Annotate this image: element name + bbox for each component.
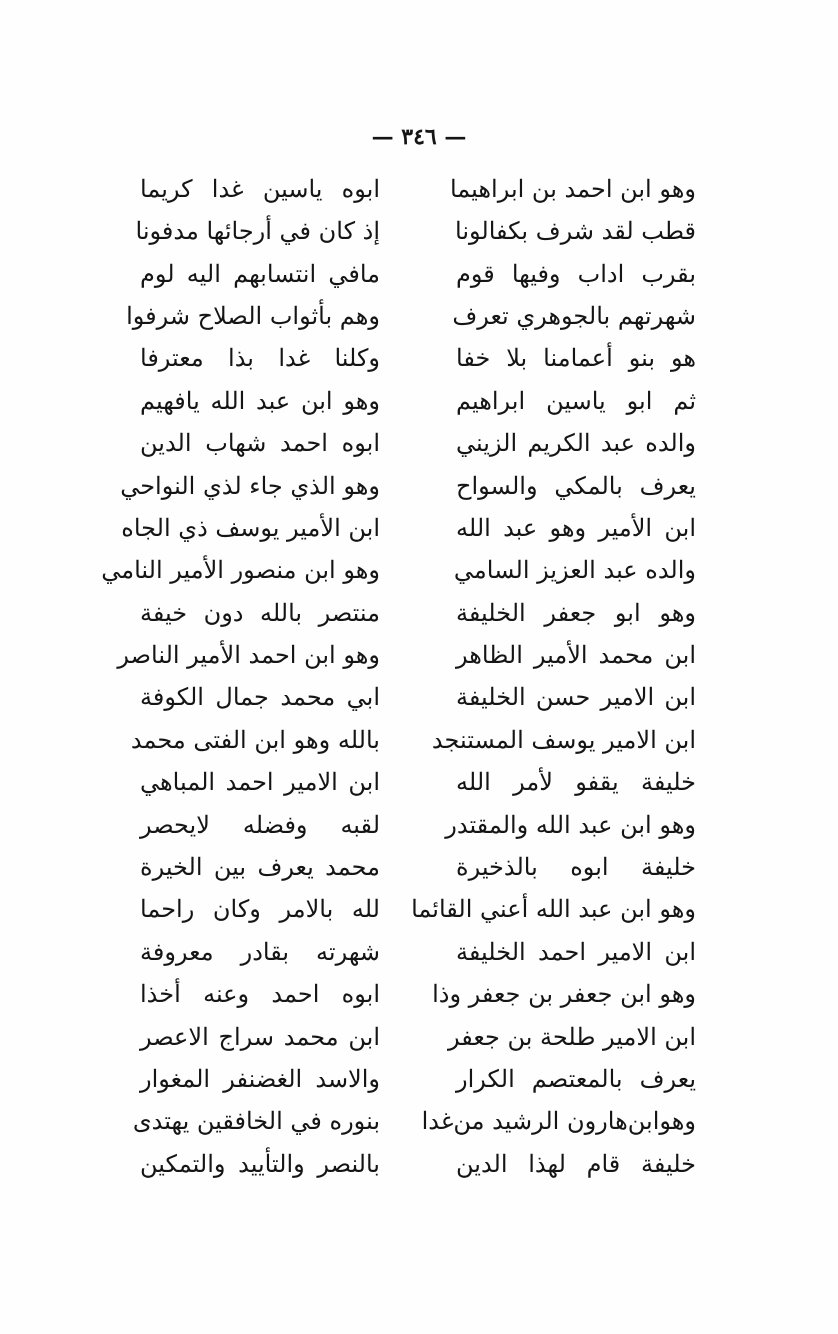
verse-first-hemistich: وهو ابن عبد الله أعني القائما — [411, 895, 696, 924]
verse-second-hemistich: ابن محمد سراج الاعصر — [140, 1022, 380, 1051]
verse-line — [140, 422, 696, 464]
verse-second-hemistich: ابن الامير احمد المباهي — [140, 768, 380, 797]
verse-first-hemistich: وهو ابن احمد بن ابراهيما — [449, 174, 696, 203]
verse-second-hemistich: وهو الذي جاء لذي النواحي — [120, 471, 380, 500]
verse-line — [140, 168, 696, 210]
verse-first-hemistich: خليفة يقفو لأمر الله — [456, 768, 696, 797]
verse-line — [140, 592, 696, 634]
verse-first-hemistich: ابن الامير حسن الخليفة — [456, 683, 696, 712]
verse-line — [130, 719, 696, 761]
verse-first-hemistich: والده عبد الكريم الزيني — [456, 429, 696, 458]
verse-first-hemistich: ابن الامير يوسف المستنجد — [431, 725, 696, 754]
verse-first-hemistich: ابن محمد الأمير الظاهر — [456, 641, 696, 670]
verse-second-hemistich: محمد يعرف بين الخيرة — [140, 853, 380, 882]
verse-line — [140, 804, 696, 846]
verse-line — [140, 253, 696, 295]
verse-line — [140, 1143, 696, 1185]
verse-line — [120, 465, 696, 507]
verse-second-hemistich: وهو ابن عبد الله يافهيم — [140, 386, 380, 415]
verse-line — [126, 295, 696, 337]
verse-first-hemistich: ابن الأمير وهو عبد الله — [456, 513, 696, 542]
verse-second-hemistich: بالنصر والتأييد والتمكين — [140, 1149, 380, 1178]
verse-first-hemistich: وهو ابن جعفر بن جعفر وذا — [432, 980, 696, 1009]
page-number: — ٣٤٦ — — [371, 124, 467, 150]
verse-line — [140, 931, 696, 973]
verse-second-hemistich: بالله وهو ابن الفتى محمد — [130, 725, 380, 754]
verse-first-hemistich: ابن الامير احمد الخليفة — [456, 937, 696, 966]
verse-first-hemistich: هو بنو أعمامنا بلا خفا — [456, 344, 696, 373]
verse-second-hemistich: شهرته بقادر معروفة — [140, 937, 380, 966]
verse-line — [140, 677, 696, 719]
verse-second-hemistich: ابن الأمير يوسف ذي الجاه — [121, 513, 380, 542]
verse-second-hemistich: ابوه ياسين غدا كريما — [140, 174, 380, 203]
verse-first-hemistich: شهرتهم بالجوهري تعرف — [452, 301, 696, 330]
verse-line — [101, 550, 696, 592]
verse-second-hemistich: وهم بأثواب الصلاح شرفوا — [126, 301, 380, 330]
verse-first-hemistich: يعرف بالمكي والسواح — [456, 471, 696, 500]
verse-line — [140, 1058, 696, 1100]
verse-first-hemistich: وهو ابو جعفر الخليفة — [456, 598, 696, 627]
verse-second-hemistich: وهو ابن منصور الأمير النامي — [101, 556, 380, 585]
verse-second-hemistich: ابوه احمد وعنه أخذا — [140, 980, 380, 1009]
verse-first-hemistich: ثم ابو ياسين ابراهيم — [456, 386, 696, 415]
verse-line — [121, 507, 696, 549]
verse-second-hemistich: بنوره في الخافقين يهتدى — [132, 1107, 380, 1136]
verse-second-hemistich: والاسد الغضنفر المغوار — [140, 1065, 380, 1093]
verse-second-hemistich: منتصر بالله دون خيفة — [140, 598, 380, 627]
verse-first-hemistich: قطب لقد شرف بكفالونا — [455, 217, 696, 246]
verse-line — [140, 846, 696, 888]
verse-first-hemistich: يعرف بالمعتصم الكرار — [456, 1065, 696, 1093]
verse-line — [140, 761, 696, 803]
verse-line — [117, 634, 696, 676]
verse-first-hemistich: والده عبد العزيز السامي — [453, 556, 696, 585]
verse-second-hemistich: وكلنا غدا بذا معترفا — [140, 344, 380, 373]
verse-first-hemistich: خليفة ابوه بالذخيرة — [456, 853, 696, 882]
verse-second-hemistich: ابوه احمد شهاب الدين — [140, 429, 380, 458]
verse-first-hemistich: بقرب اداب وفيها قوم — [456, 259, 696, 288]
verse-line — [140, 380, 696, 422]
poem-verses — [101, 168, 696, 1228]
verse-first-hemistich: وهو ابن عبد الله والمقتدر — [445, 810, 696, 839]
verse-line — [140, 1016, 696, 1058]
verse-second-hemistich: إذ كان في أرجائها مدفونا — [135, 217, 380, 246]
verse-line — [140, 338, 696, 380]
verse-second-hemistich: لله بالامر وكان راحما — [140, 895, 380, 924]
verse-second-hemistich: ابي محمد جمال الكوفة — [140, 683, 380, 712]
verse-second-hemistich: مافي انتسابهم اليه لوم — [140, 259, 380, 288]
verse-first-hemistich: ابن الامير طلحة بن جعفر — [448, 1022, 696, 1051]
verse-line — [140, 889, 696, 931]
verse-second-hemistich: لقبه وفضله لايحصر — [140, 810, 380, 839]
verse-first-hemistich: خليفة قام لهذا الدين — [456, 1149, 696, 1178]
verse-line — [135, 210, 696, 252]
verse-second-hemistich: وهو ابن احمد الأمير الناصر — [117, 641, 380, 670]
verse-first-hemistich: وهوابن‌هارون الرشيد من‌غدا — [421, 1107, 696, 1136]
verse-line — [132, 1101, 696, 1143]
verse-line — [140, 973, 696, 1015]
